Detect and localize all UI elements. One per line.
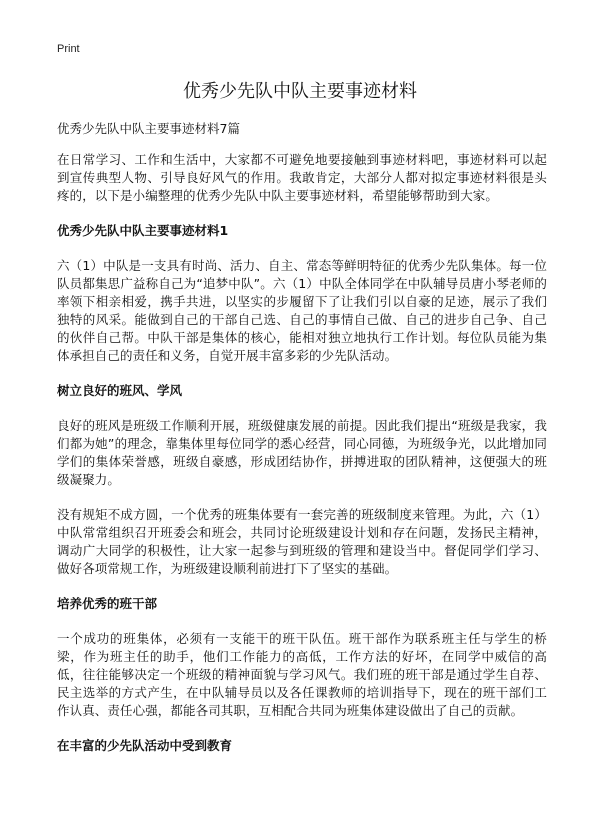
document-subtitle: 优秀少先队中队主要事迹材料7篇 bbox=[57, 121, 240, 136]
section-heading: 培养优秀的班干部 bbox=[57, 596, 158, 611]
page-title: 优秀少先队中队主要事迹材料 bbox=[183, 81, 417, 102]
print-link[interactable]: Print bbox=[57, 43, 80, 55]
paragraph: 六（1）中队是一支具有时尚、活力、自主、常态等鲜明特征的优秀少先队集体。每一位队员都集思广益称自己为“追梦中队”。六（1）中队全体同学在中队辅导员唐小琴老师的率领下相亲相爱，携手共进，以坚实的步履留下了让我们引以自豪的足迹，展示了我们独特的风采。能做到自己的干部自己选、自己的事情自己做、自己的进步自己争、自己的伙伴自己帮。中队干部是集体的核心，能相对独立地执行工作计划。每位队员能为集体承担自己的责任和义务，自觉开展丰富多彩的少先队活动。 bbox=[57, 258, 547, 363]
section-heading: 在丰富的少先队活动中受到教育 bbox=[57, 738, 233, 753]
paragraph: 在日常学习、工作和生活中，大家都不可避免地要接触到事迹材料吧，事迹材料可以起到宣传典型人物、引导良好风气的作用。我敢肯定，大部分人都对拟定事迹材料很是头疼的，以下是小编整理的优秀少先队中队主要事迹材料，希望能够帮助到大家。 bbox=[57, 152, 547, 203]
paragraph: 良好的班风是班级工作顺利开展，班级健康发展的前提。因此我们提出“班级是我家，我们都为她”的理念，靠集体里每位同学的悉心经营，同心同德，为班级争光，以此增加同学们的集体荣誉感，班级自豪感，形成团结协作，拼搏进取的团队精神，这便强大的班级凝聚力。 bbox=[57, 418, 547, 487]
section-heading: 优秀少先队中队主要事迹材料1 bbox=[57, 223, 229, 238]
paragraph: 没有规矩不成方圆，一个优秀的班集体要有一套完善的班级制度来管理。为此，六（1）中队常常组织召开班委会和班会，共同讨论班级建设计划和存在问题，发扬民主精神，调动广大同学的积极性，让大家一起参与到班级的管理和建设当中。督促同学们学习、做好各项常规工作，为班级建设顺利前进打下了坚实的基础。 bbox=[57, 507, 547, 576]
section-heading: 树立良好的班风、学风 bbox=[57, 383, 183, 398]
document-body bbox=[57, 151, 547, 772]
paragraph: 一个成功的班集体，必须有一支能干的班干队伍。班干部作为联系班主任与学生的桥梁，作为班主任的助手，他们工作能力的高低，工作方法的好坏，在同学中威信的高低，往往能够决定一个班级的精神面貌与学习风气。我们班的班干部是通过学生自荐、民主选举的方式产生，在中队辅导员以及各任课教师的培训指导下，现在的班干部们工作认真、责任心强，都能各司其职，互相配合共同为班集体建设做出了自己的贡献。 bbox=[57, 631, 547, 718]
